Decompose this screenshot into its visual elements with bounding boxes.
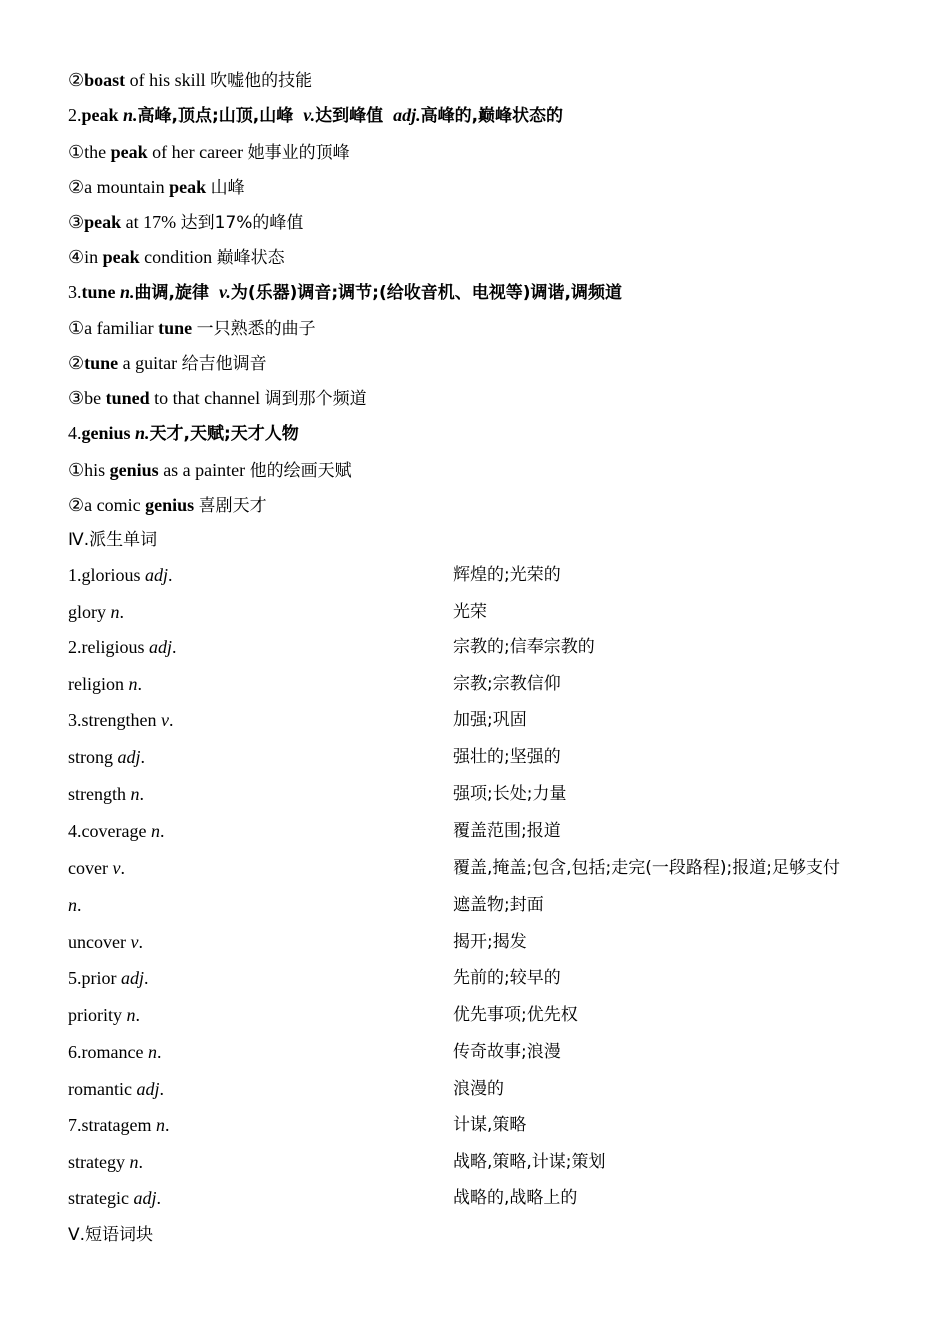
pos-dot: . (168, 565, 173, 585)
part-of-speech: n (150, 821, 160, 841)
example-number: ① (68, 460, 85, 480)
pos-dot: . (168, 710, 174, 730)
derivative-word (68, 966, 149, 990)
pos-dot: . (77, 895, 82, 915)
derivative-word (68, 819, 164, 843)
example-translation: 吹嘘他的技能 (210, 71, 313, 91)
example-translation: 巅峰状态 (216, 248, 285, 268)
derivative-meaning: 战略,策略,计谋;策划 (453, 1152, 606, 1172)
headword: tune (81, 282, 116, 302)
derivative-meaning: 浪漫的 (453, 1079, 504, 1099)
keyword: boast (84, 70, 126, 90)
example-peak-4 (68, 245, 285, 270)
part-of-speech: v. (219, 282, 231, 302)
derivative-word (68, 1186, 161, 1210)
example-number: ② (68, 177, 85, 197)
pos-dot: . (138, 932, 143, 952)
part-of-speech: n (68, 895, 77, 915)
derivative-word (68, 1150, 143, 1174)
derivative-meaning: 加强;巩固 (453, 710, 527, 730)
derivative-word (68, 600, 124, 624)
example-boast-2 (68, 68, 312, 93)
example-number: ① (68, 142, 85, 162)
example-translation: 调到那个频道 (264, 389, 367, 409)
example-text: to that channel (149, 388, 265, 408)
word: 6.romance (68, 1042, 148, 1062)
word: strong (68, 747, 118, 767)
part-of-speech: adj (133, 1188, 157, 1208)
example-text: condition (139, 247, 217, 267)
example-text: as a painter (158, 460, 250, 480)
pos-dot: . (156, 1042, 162, 1062)
example-text: a comic (84, 495, 146, 515)
derivative-word (68, 1003, 140, 1027)
word: 4.coverage (68, 821, 151, 841)
derivative-meaning: 宗教的;信奉宗教的 (453, 637, 595, 657)
derivative-word (68, 635, 177, 659)
derivative-meaning: 揭开;揭发 (453, 932, 527, 952)
example-text: be (84, 388, 106, 408)
word: priority (68, 1005, 127, 1025)
example-number: ① (68, 318, 85, 338)
derivative-meaning: 覆盖范围;报道 (453, 821, 561, 841)
pos-dot: . (140, 747, 146, 767)
part-of-speech: v (112, 858, 121, 878)
part-of-speech: n. (130, 423, 150, 443)
entry-peak (68, 103, 563, 128)
section-heading-phrases: Ⅴ.短语词块 (68, 1225, 154, 1245)
derivative-meaning: 强壮的;坚强的 (453, 747, 561, 767)
entry-tune (68, 280, 622, 305)
pos-dot: . (159, 821, 165, 841)
pos-dot: . (139, 784, 144, 804)
derivative-meaning: 覆盖,掩盖;包含,包括;走完(一段路程);报道;足够支付 (453, 858, 840, 878)
derivative-meaning: 战略的,战略上的 (453, 1188, 578, 1208)
part-of-speech: v (160, 710, 169, 730)
entry-number: 3. (68, 282, 82, 302)
word: glory (68, 602, 111, 622)
example-peak-1 (68, 140, 350, 165)
word: strategy (68, 1152, 130, 1172)
example-genius-1 (68, 458, 352, 483)
entry-number: 2. (68, 105, 82, 125)
word: uncover (68, 932, 131, 952)
derivative-word (68, 563, 173, 587)
headword: peak (81, 105, 119, 125)
example-number: ④ (68, 247, 85, 267)
pos-dot: . (119, 602, 124, 622)
word: religion (68, 674, 129, 694)
part-of-speech: adj (145, 565, 169, 585)
part-of-speech: n (130, 784, 140, 804)
part-of-speech: n. (118, 105, 138, 125)
example-text: his (84, 460, 110, 480)
example-text: a familiar (84, 318, 159, 338)
word: strength (68, 784, 131, 804)
keyword: tune (158, 318, 193, 338)
pos-dot: . (159, 1079, 164, 1099)
word: 3.strengthen (68, 710, 161, 730)
derivative-meaning: 先前的;较早的 (453, 968, 561, 988)
example-translation: 她事业的顶峰 (247, 143, 350, 163)
derivative-meaning: 优先事项;优先权 (453, 1005, 578, 1025)
definition: 曲调,旋律 (134, 283, 209, 303)
definition: 为(乐器)调音;调节;(给收音机、电视等)调谐,调频道 (230, 283, 622, 303)
example-tune-2 (68, 351, 267, 376)
pos-dot: . (156, 1188, 161, 1208)
derivative-meaning: 传奇故事;浪漫 (453, 1042, 561, 1062)
part-of-speech: n (110, 602, 120, 622)
part-of-speech: v. (303, 105, 316, 125)
word: 5.prior (68, 968, 121, 988)
keyword: genius (145, 495, 195, 515)
example-translation: 达到17%的峰值 (180, 213, 304, 233)
part-of-speech: n (155, 1115, 165, 1135)
derivative-word (68, 708, 173, 732)
example-translation: 一只熟悉的曲子 (196, 319, 316, 339)
example-tune-1 (68, 316, 316, 341)
pos-dot: . (138, 1152, 143, 1172)
part-of-speech: adj (121, 968, 145, 988)
word: 2.religious (68, 637, 149, 657)
example-translation: 他的绘画天赋 (249, 461, 352, 481)
example-number: ③ (68, 212, 85, 232)
pos-dot: . (172, 637, 177, 657)
example-text: a mountain (84, 177, 170, 197)
keyword: peak (84, 212, 122, 232)
word: cover (68, 858, 113, 878)
definition: 高峰的,巅峰状态的 (420, 106, 564, 126)
derivative-meaning: 计谋,策略 (453, 1115, 527, 1135)
part-of-speech: adj (136, 1079, 160, 1099)
keyword: tune (84, 353, 119, 373)
derivative-word (68, 930, 143, 954)
example-translation: 喜剧天才 (198, 496, 267, 516)
section-heading-derivatives: Ⅳ.派生单词 (68, 530, 158, 550)
pos-dot: . (137, 674, 142, 694)
pos-dot: . (144, 968, 149, 988)
example-number: ③ (68, 388, 85, 408)
derivative-meaning: 光荣 (453, 602, 487, 622)
word: 7.stratagem (68, 1115, 156, 1135)
part-of-speech: adj (117, 747, 141, 767)
part-of-speech: n (129, 1152, 139, 1172)
example-translation: 给吉他调音 (181, 354, 267, 374)
part-of-speech: n. (115, 282, 135, 302)
derivative-meaning: 辉煌的;光荣的 (453, 565, 561, 585)
keyword: peak (169, 177, 207, 197)
example-peak-3 (68, 210, 303, 235)
example-text: of her career (147, 142, 248, 162)
derivative-word (68, 745, 145, 769)
example-number: ② (68, 495, 85, 515)
example-number: ② (68, 353, 85, 373)
example-translation: 山峰 (210, 178, 245, 198)
derivative-word (68, 1040, 161, 1064)
part-of-speech: adj. (393, 105, 421, 125)
example-text: of his skill (125, 70, 211, 90)
part-of-speech: n (147, 1042, 157, 1062)
derivative-meaning: 宗教;宗教信仰 (453, 674, 561, 694)
example-text: at 17% (121, 212, 181, 232)
word: strategic (68, 1188, 134, 1208)
part-of-speech: v (130, 932, 139, 952)
pos-dot: . (135, 1005, 140, 1025)
part-of-speech: adj (149, 637, 173, 657)
derivative-word (68, 782, 144, 806)
word: 1.glorious (68, 565, 146, 585)
example-peak-2 (68, 175, 245, 200)
example-number: ② (68, 70, 85, 90)
example-text: in (84, 247, 103, 267)
part-of-speech: n (128, 674, 138, 694)
example-tune-3 (68, 386, 367, 411)
derivative-word (68, 1077, 164, 1101)
keyword: tuned (105, 388, 150, 408)
derivative-word (68, 1113, 169, 1137)
example-text: a guitar (118, 353, 182, 373)
derivative-meaning: 强项;长处;力量 (453, 784, 567, 804)
keyword: peak (102, 247, 140, 267)
word: romantic (68, 1079, 137, 1099)
entry-genius (68, 421, 299, 446)
headword: genius (81, 423, 131, 443)
pos-dot: . (120, 858, 125, 878)
derivative-word (68, 856, 125, 880)
keyword: genius (109, 460, 159, 480)
derivative-meaning: 遮盖物;封面 (453, 895, 544, 915)
example-genius-2 (68, 493, 267, 518)
derivative-word (68, 893, 82, 917)
definition: 达到峰值 (315, 106, 384, 126)
derivative-word (68, 672, 142, 696)
pos-dot: . (164, 1115, 170, 1135)
definition: 高峰,顶点;山顶,山峰 (137, 106, 294, 126)
part-of-speech: n (126, 1005, 136, 1025)
entry-number: 4. (68, 423, 82, 443)
definition: 天才,天赋;天才人物 (149, 424, 299, 444)
keyword: peak (110, 142, 148, 162)
example-text: the (84, 142, 111, 162)
